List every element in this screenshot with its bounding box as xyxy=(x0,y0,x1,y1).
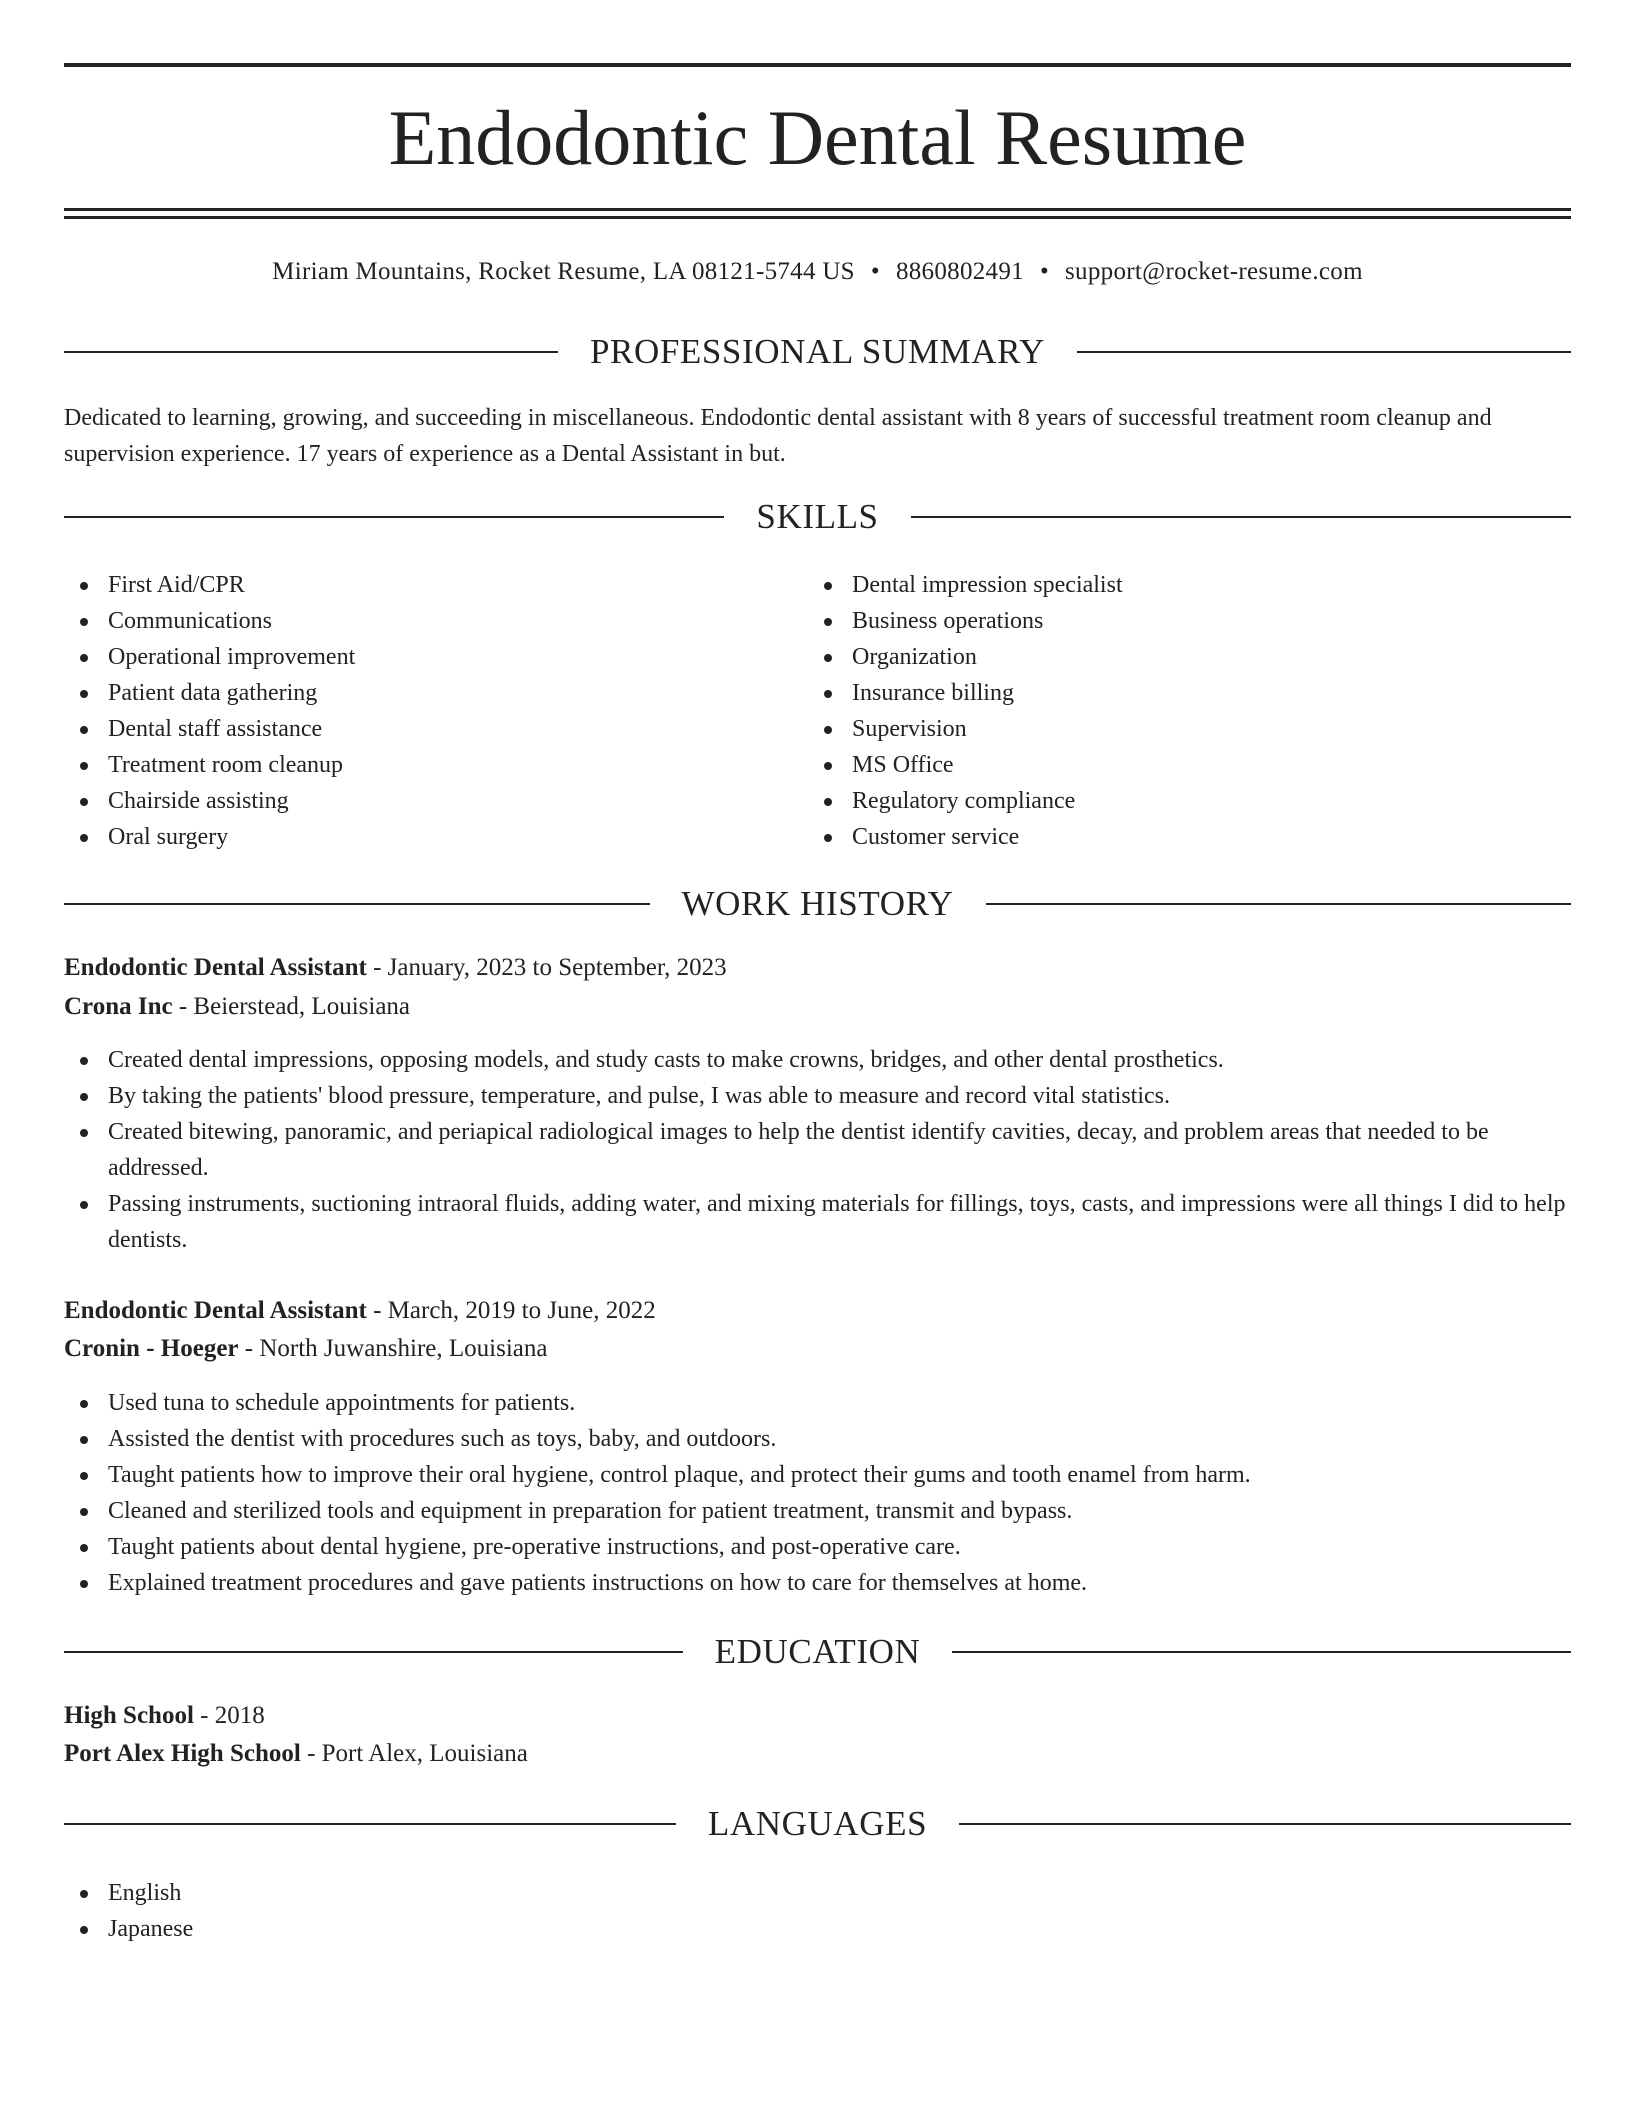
skill-item: Treatment room cleanup xyxy=(64,747,804,783)
job-dates: - January, 2023 to September, 2023 xyxy=(366,954,727,981)
job-bullet: Cleaned and sterilized tools and equipment in preparation for patient treatment, transmit and bypass. xyxy=(64,1493,1571,1529)
skill-item: Organization xyxy=(808,639,1568,675)
contact-line xyxy=(64,255,1571,289)
education-degree: High School xyxy=(64,1702,194,1729)
job-title-line xyxy=(64,1293,1571,1329)
header-bottom-rule xyxy=(64,208,1571,211)
section-heading-skills xyxy=(64,495,1571,539)
job-bullets xyxy=(64,1385,1571,1601)
skill-item: Regulatory compliance xyxy=(808,783,1568,819)
job-company-line xyxy=(64,1331,1571,1367)
languages-list xyxy=(64,1875,664,1947)
education-school-line xyxy=(64,1736,1571,1772)
contact-address: Miriam Mountains, Rocket Resume, LA 08121-5744 US xyxy=(272,258,855,285)
job-company: Crona Inc xyxy=(64,993,173,1020)
heading-rule xyxy=(1077,351,1571,353)
job-title-line xyxy=(64,950,1571,986)
header-top-rule xyxy=(64,63,1571,67)
job-bullet: Passing instruments, suctioning intraoral fluids, adding water, and mixing materials for fillings, toys, casts, and impressions were all things I did to help dentists. xyxy=(64,1186,1571,1258)
resume-title: Endodontic Dental Resume xyxy=(388,94,1247,181)
section-title: EDUCATION xyxy=(714,1632,921,1671)
job-bullet: Taught patients about dental hygiene, pre-operative instructions, and post-operative care. xyxy=(64,1529,1571,1565)
section-title: SKILLS xyxy=(756,497,879,536)
job-bullets xyxy=(64,1042,1571,1258)
education-school: Port Alex High School xyxy=(64,1740,301,1767)
job-company: Cronin - Hoeger xyxy=(64,1335,239,1362)
section-heading-languages xyxy=(64,1802,1571,1846)
job-company-line xyxy=(64,989,1571,1025)
job-bullet: By taking the patients' blood pressure, temperature, and pulse, I was able to measure and record vital statistics. xyxy=(64,1078,1571,1114)
skill-item: First Aid/CPR xyxy=(64,567,804,603)
heading-rule xyxy=(64,1823,676,1825)
job-bullet: Created dental impressions, opposing models, and study casts to make crowns, bridges, and other dental prosthetics. xyxy=(64,1042,1571,1078)
contact-phone: 8860802491 xyxy=(895,258,1024,285)
job-location: - North Juwanshire, Louisiana xyxy=(238,1335,548,1362)
skill-item: Patient data gathering xyxy=(64,675,804,711)
contact-email: support@rocket-resume.com xyxy=(1065,258,1363,285)
header-bottom-rule-double xyxy=(64,216,1571,219)
heading-rule xyxy=(986,903,1572,905)
heading-rule xyxy=(64,1651,683,1653)
education-year: - 2018 xyxy=(193,1702,265,1729)
heading-rule xyxy=(911,516,1571,518)
skill-item: Dental impression specialist xyxy=(808,567,1568,603)
education-location: - Port Alex, Louisiana xyxy=(300,1740,528,1767)
section-heading-work-history xyxy=(64,882,1571,926)
heading-rule xyxy=(64,351,558,353)
skills-list-left xyxy=(64,567,804,855)
contact-separator: • xyxy=(870,258,880,285)
job-bullet: Created bitewing, panoramic, and periapical radiological images to help the dentist identify cavities, decay, and problem areas that needed to be addressed. xyxy=(64,1114,1571,1186)
skill-item: MS Office xyxy=(808,747,1568,783)
section-title: WORK HISTORY xyxy=(681,884,954,923)
job-bullet: Used tuna to schedule appointments for patients. xyxy=(64,1385,1571,1421)
heading-rule xyxy=(952,1651,1571,1653)
job-title: Endodontic Dental Assistant xyxy=(64,1297,367,1324)
contact-separator: • xyxy=(1039,258,1050,285)
section-title: PROFESSIONAL SUMMARY xyxy=(589,332,1046,371)
skill-item: Dental staff assistance xyxy=(64,711,804,747)
skills-list-right xyxy=(808,567,1568,855)
skill-item: Business operations xyxy=(808,603,1568,639)
heading-rule xyxy=(64,516,724,518)
section-heading-education xyxy=(64,1630,1571,1674)
summary-text: Dedicated to learning, growing, and succeeding in miscellaneous. Endodontic dental assistant with 8 years of successful treatment room cleanup and supervision experience. 17 years of experience as a Dental Assistant in but. xyxy=(64,405,1492,467)
language-item: Japanese xyxy=(64,1911,664,1947)
section-heading-summary xyxy=(64,330,1571,374)
skill-item: Chairside assisting xyxy=(64,783,804,819)
language-item: English xyxy=(64,1875,664,1911)
job-title: Endodontic Dental Assistant xyxy=(64,954,367,981)
job-dates: - March, 2019 to June, 2022 xyxy=(366,1297,656,1324)
skill-item: Insurance billing xyxy=(808,675,1568,711)
education-degree-line xyxy=(64,1698,1571,1734)
job-bullet: Taught patients how to improve their oral hygiene, control plaque, and protect their gums and tooth enamel from harm. xyxy=(64,1457,1571,1493)
heading-rule xyxy=(959,1823,1571,1825)
job-bullet: Assisted the dentist with procedures such as toys, baby, and outdoors. xyxy=(64,1421,1571,1457)
skill-item: Supervision xyxy=(808,711,1568,747)
heading-rule xyxy=(64,903,650,905)
section-title: LANGUAGES xyxy=(707,1804,928,1843)
skill-item: Customer service xyxy=(808,819,1568,855)
skill-item: Operational improvement xyxy=(64,639,804,675)
job-bullet: Explained treatment procedures and gave patients instructions on how to care for themselves at home. xyxy=(64,1565,1571,1601)
skill-item: Oral surgery xyxy=(64,819,804,855)
job-location: - Beierstead, Louisiana xyxy=(172,993,411,1020)
skill-item: Communications xyxy=(64,603,804,639)
